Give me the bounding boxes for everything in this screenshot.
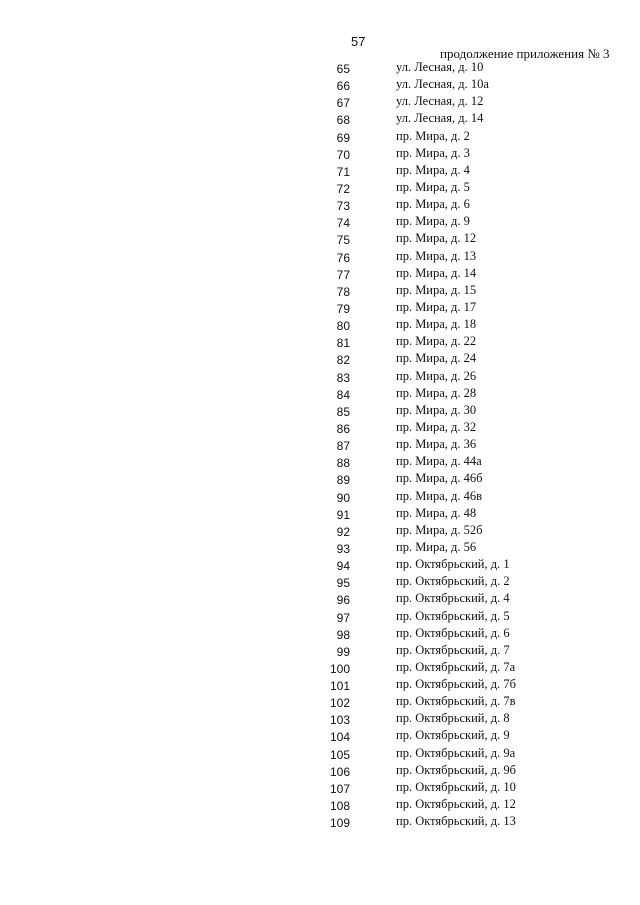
list-item bbox=[0, 591, 640, 608]
row-number: 87 bbox=[336, 439, 350, 454]
row-number: 101 bbox=[329, 679, 350, 694]
row-address: пр. Мира, д. 46б bbox=[396, 471, 483, 486]
row-address: ул. Лесная, д. 10 bbox=[396, 60, 484, 74]
row-number: 80 bbox=[336, 319, 350, 334]
row-address: пр. Октябрьский, д. 7б bbox=[396, 677, 516, 692]
row-address: пр. Мира, д. 26 bbox=[396, 368, 477, 383]
list-item bbox=[0, 814, 640, 831]
row-address: пр. Мира, д. 44а bbox=[396, 454, 482, 469]
list-item bbox=[0, 249, 640, 266]
row-address: пр. Мира, д. 48 bbox=[396, 505, 477, 520]
list-item bbox=[0, 711, 640, 728]
list-item bbox=[0, 197, 640, 214]
list-item bbox=[0, 60, 640, 77]
appendix-continuation-note: продолжение приложения № 3 bbox=[440, 46, 610, 61]
list-item bbox=[0, 266, 640, 283]
list-item bbox=[0, 780, 640, 797]
list-item bbox=[0, 300, 640, 317]
list-item bbox=[0, 506, 640, 523]
row-address: ул. Лесная, д. 14 bbox=[396, 111, 484, 126]
row-address: пр. Мира, д. 28 bbox=[396, 385, 477, 400]
row-address: пр. Октябрьский, д. 7в bbox=[396, 694, 516, 709]
list-item bbox=[0, 420, 640, 437]
list-item bbox=[0, 369, 640, 386]
row-number: 70 bbox=[336, 147, 350, 162]
row-number: 74 bbox=[336, 216, 350, 231]
row-address: пр. Мира, д. 2 bbox=[396, 128, 470, 143]
list-item bbox=[0, 111, 640, 128]
list-item bbox=[0, 626, 640, 643]
row-number: 84 bbox=[336, 387, 350, 402]
row-number: 102 bbox=[329, 696, 350, 711]
list-item bbox=[0, 797, 640, 814]
row-address: пр. Мира, д. 36 bbox=[396, 437, 477, 452]
row-number: 105 bbox=[329, 747, 350, 762]
row-address: пр. Мира, д. 3 bbox=[396, 145, 470, 160]
row-number: 75 bbox=[336, 233, 350, 248]
row-number: 109 bbox=[329, 816, 350, 831]
row-address: ул. Лесная, д. 10а bbox=[396, 77, 489, 92]
list-item bbox=[0, 146, 640, 163]
row-number: 79 bbox=[336, 301, 350, 316]
row-address: пр. Октябрьский, д. 10 bbox=[396, 779, 516, 794]
list-item bbox=[0, 728, 640, 745]
page-number: 57 bbox=[351, 34, 366, 49]
row-number: 94 bbox=[336, 559, 350, 574]
row-number: 95 bbox=[336, 576, 350, 591]
row-address: пр. Мира, д. 22 bbox=[396, 334, 477, 349]
row-address: пр. Мира, д. 56 bbox=[396, 539, 477, 554]
row-address: пр. Мира, д. 5 bbox=[396, 179, 470, 194]
list-item bbox=[0, 540, 640, 557]
row-address: пр. Мира, д. 12 bbox=[396, 231, 477, 246]
address-list bbox=[0, 60, 640, 831]
list-item bbox=[0, 437, 640, 454]
list-item bbox=[0, 283, 640, 300]
row-number: 90 bbox=[336, 490, 350, 505]
row-number: 106 bbox=[329, 764, 350, 779]
row-address: пр. Мира, д. 17 bbox=[396, 299, 477, 314]
row-number: 68 bbox=[336, 113, 350, 128]
row-address: пр. Мира, д. 46в bbox=[396, 488, 483, 503]
row-address: пр. Мира, д. 6 bbox=[396, 197, 470, 212]
row-address: пр. Октябрьский, д. 7 bbox=[396, 642, 510, 657]
row-number: 76 bbox=[336, 250, 350, 265]
row-address: пр. Октябрьский, д. 4 bbox=[396, 591, 510, 606]
row-address: пр. Октябрьский, д. 6 bbox=[396, 625, 510, 640]
list-item bbox=[0, 403, 640, 420]
row-number: 83 bbox=[336, 370, 350, 385]
row-number: 97 bbox=[336, 610, 350, 625]
row-number: 93 bbox=[336, 541, 350, 556]
row-address: пр. Октябрьский, д. 9а bbox=[396, 745, 516, 760]
list-item bbox=[0, 763, 640, 780]
list-item bbox=[0, 694, 640, 711]
list-item bbox=[0, 660, 640, 677]
row-number: 77 bbox=[336, 267, 350, 282]
row-address: пр. Октябрьский, д. 8 bbox=[396, 711, 510, 726]
list-item bbox=[0, 334, 640, 351]
row-address: пр. Октябрьский, д. 7а bbox=[396, 659, 516, 674]
row-number: 73 bbox=[336, 199, 350, 214]
list-item bbox=[0, 77, 640, 94]
row-address: пр. Мира, д. 52б bbox=[396, 522, 483, 537]
row-number: 104 bbox=[329, 730, 350, 745]
list-item bbox=[0, 489, 640, 506]
row-number: 98 bbox=[336, 627, 350, 642]
row-address: пр. Мира, д. 9 bbox=[396, 214, 470, 229]
row-address: пр. Октябрьский, д. 13 bbox=[396, 814, 516, 829]
row-number: 92 bbox=[336, 524, 350, 539]
list-item bbox=[0, 454, 640, 471]
row-number: 99 bbox=[336, 644, 350, 659]
list-item bbox=[0, 746, 640, 763]
list-item bbox=[0, 609, 640, 626]
list-item bbox=[0, 677, 640, 694]
row-number: 82 bbox=[336, 353, 350, 368]
row-number: 96 bbox=[336, 593, 350, 608]
row-number: 72 bbox=[336, 181, 350, 196]
row-number: 91 bbox=[336, 507, 350, 522]
row-address: пр. Мира, д. 30 bbox=[396, 402, 477, 417]
row-number: 66 bbox=[336, 79, 350, 94]
list-item bbox=[0, 94, 640, 111]
row-number: 88 bbox=[336, 456, 350, 471]
row-address: пр. Мира, д. 32 bbox=[396, 419, 477, 434]
row-address: пр. Мира, д. 4 bbox=[396, 162, 470, 177]
row-address: пр. Октябрьский, д. 2 bbox=[396, 574, 510, 589]
row-address: пр. Октябрьский, д. 1 bbox=[396, 557, 510, 572]
row-address: пр. Октябрьский, д. 9 bbox=[396, 728, 510, 743]
list-item bbox=[0, 129, 640, 146]
row-address: пр. Мира, д. 15 bbox=[396, 282, 477, 297]
row-address: пр. Октябрьский, д. 12 bbox=[396, 797, 516, 812]
list-item bbox=[0, 180, 640, 197]
list-item bbox=[0, 557, 640, 574]
row-address: пр. Октябрьский, д. 9б bbox=[396, 762, 516, 777]
list-item bbox=[0, 231, 640, 248]
row-number: 81 bbox=[336, 336, 350, 351]
row-number: 71 bbox=[336, 164, 350, 179]
list-item bbox=[0, 643, 640, 660]
row-address: пр. Мира, д. 24 bbox=[396, 351, 477, 366]
row-address: ул. Лесная, д. 12 bbox=[396, 94, 484, 109]
list-item bbox=[0, 471, 640, 488]
list-item bbox=[0, 214, 640, 231]
row-number: 107 bbox=[329, 781, 350, 796]
row-number: 100 bbox=[329, 661, 350, 676]
row-number: 108 bbox=[329, 799, 350, 814]
list-item bbox=[0, 386, 640, 403]
row-number: 78 bbox=[336, 284, 350, 299]
row-number: 67 bbox=[336, 96, 350, 111]
list-item bbox=[0, 163, 640, 180]
row-number: 103 bbox=[329, 713, 350, 728]
row-number: 86 bbox=[336, 421, 350, 436]
list-item bbox=[0, 317, 640, 334]
list-item bbox=[0, 523, 640, 540]
row-number: 85 bbox=[336, 404, 350, 419]
row-address: пр. Мира, д. 14 bbox=[396, 265, 477, 280]
row-address: пр. Октябрьский, д. 5 bbox=[396, 608, 510, 623]
list-item bbox=[0, 351, 640, 368]
row-address: пр. Мира, д. 13 bbox=[396, 248, 477, 263]
row-number: 69 bbox=[336, 130, 350, 145]
list-item bbox=[0, 574, 640, 591]
row-address: пр. Мира, д. 18 bbox=[396, 317, 477, 332]
row-number: 89 bbox=[336, 473, 350, 488]
row-number: 65 bbox=[336, 62, 350, 76]
